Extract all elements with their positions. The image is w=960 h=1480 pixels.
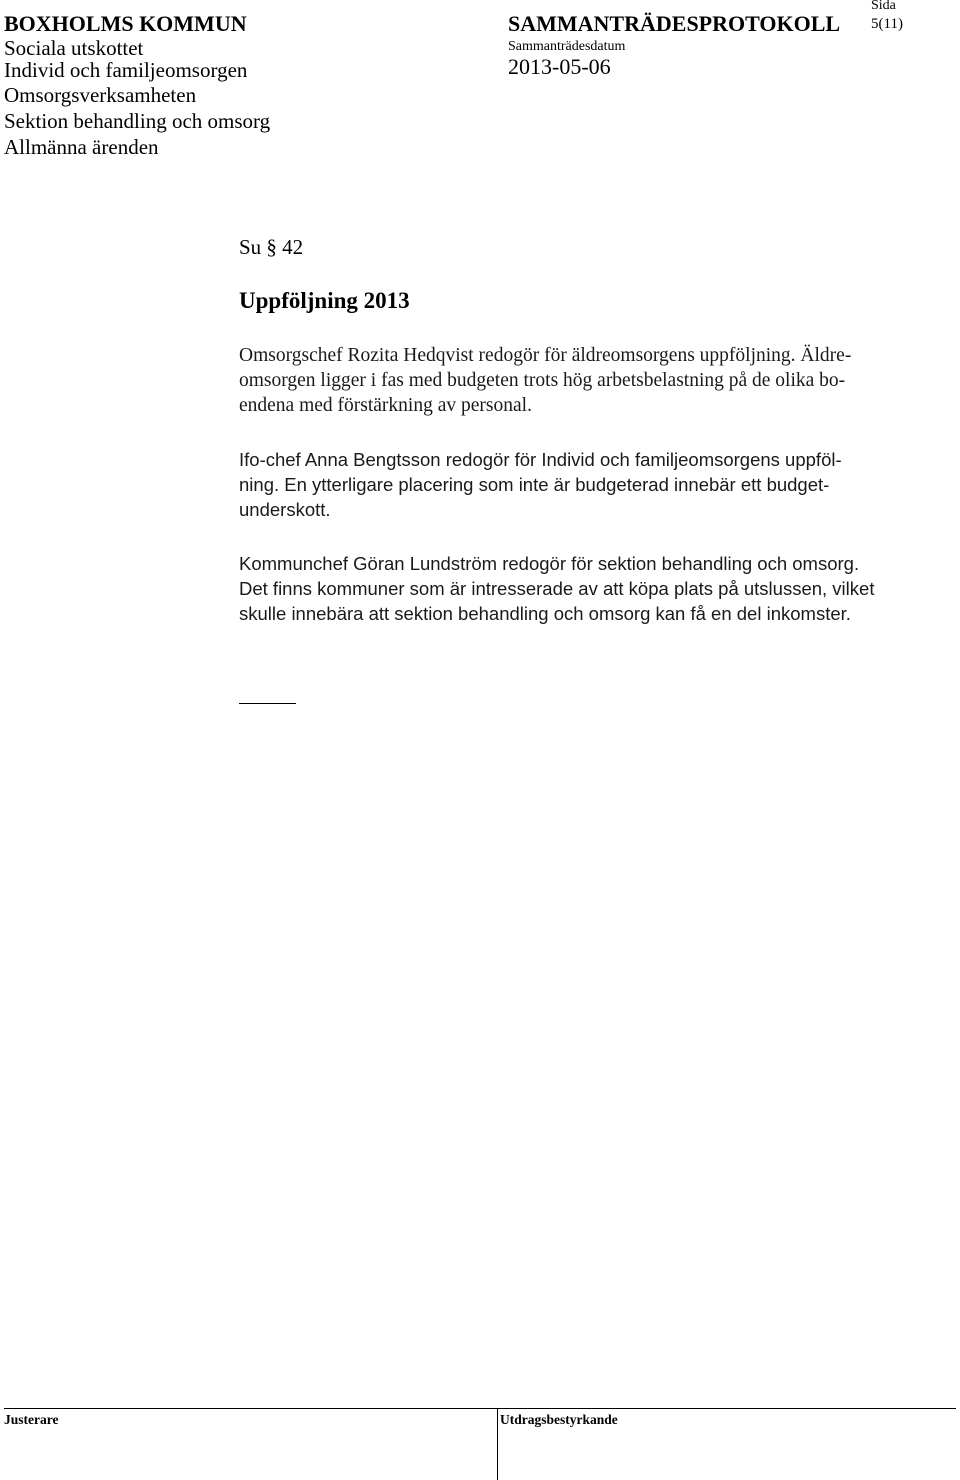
paragraph-line: Ifo-chef Anna Bengtsson redogör för Individ och familjeomsorgens uppföl- [239,449,842,470]
footer-rule [4,1408,956,1409]
document-type: SAMMANTRÄDESPROTOKOLL [508,11,841,36]
footer-divider [497,1409,498,1480]
paragraph-line: Omsorgschef Rozita Hedqvist redogör för äldreomsorgens uppföljning. Äldre- [239,345,852,366]
department-line: Sektion behandling och omsorg [4,109,271,133]
paragraph-line: ning. En ytterligare placering som inte är budgeterad innebär ett budget- [239,474,830,495]
paragraph-line: endena med förstärkning av personal. [239,395,532,416]
meeting-date-label: Sammanträdesdatum [508,39,626,54]
paragraph-line: underskott. [239,499,331,520]
extract-certification-label: Utdragsbestyrkande [500,1412,618,1427]
department-line: Sociala utskottet [4,36,144,60]
department-line: Individ och familjeomsorgen [4,58,248,82]
paragraph [239,343,951,418]
meeting-date: 2013-05-06 [508,54,611,79]
paragraph [239,551,951,626]
paragraph-line: Kommunchef Göran Lundström redogör för sektion behandling och omsorg. [239,553,860,574]
department-line: Allmänna ärenden [4,135,159,159]
paragraph [239,447,951,522]
section-reference: Su § 42 [239,235,304,259]
paragraph-line: skulle innebära att sektion behandling och omsorg kan få en del inkomster. [239,603,851,624]
page-label: Sida [871,0,896,13]
paragraph-line: Det finns kommuner som är intresserade av att köpa plats på utslussen, vilket [239,578,875,599]
organization-name: BOXHOLMS KOMMUN [4,11,247,36]
paragraph-line: omsorgen ligger i fas med budgeten trots hög arbetsbelastning på de olika bo- [239,370,846,391]
adjuster-label: Justerare [4,1412,59,1427]
page-number: 5(11) [871,16,903,32]
department-line: Omsorgsverksamheten [4,83,197,107]
section-end-rule [239,703,296,704]
section-title: Uppföljning 2013 [239,288,410,313]
